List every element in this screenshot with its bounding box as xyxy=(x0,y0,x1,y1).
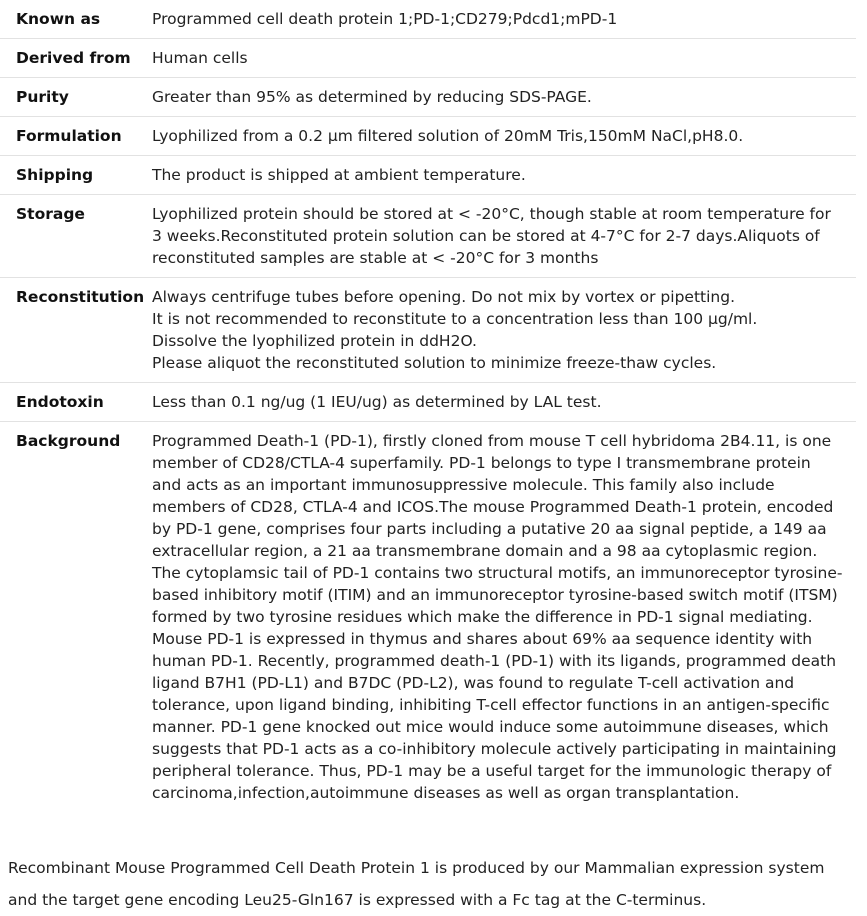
spec-value: The product is shipped at ambient temperature. xyxy=(152,166,526,184)
spec-row-derived-from xyxy=(0,39,856,78)
spec-label: Reconstitution xyxy=(16,288,145,306)
spec-row-reconstitution xyxy=(0,278,856,383)
spec-label: Derived from xyxy=(16,49,131,67)
spec-value: Programmed Death-1 (PD-1), firstly cloned from mouse T cell hybridoma 2B4.11, is one member of CD28/CTLA-4 superfamily. PD-1 belongs to type I transmembrane protein and acts as an important immunosuppressive molecule. This family also include members of CD28, CTLA-4 and ICOS.The mouse Programmed Death-1 protein, encoded by PD-1 gene, comprises four parts including a putative 20 aa signal peptide, a 149 aa extracellular region, a 21 aa transmembrane domain and a 98 aa cytoplasmic region. The cytoplamsic tail of PD-1 contains two structural motifs, an immunoreceptor tyrosine-based inhibitory motif (ITIM) and an immunoreceptor tyrosine-based switch motif (ITSM) formed by two tyrosine residues which make the difference in PD-1 signal mediating. Mouse PD-1 is expressed in thymus and shares about 69% aa sequence identity with human PD-1. Recently, programmed death-1 (PD-1) with its ligands, programmed death ligand B7H1 (PD-L1) and B7DC (PD-L2), was found to regulate T-cell activation and tolerance, upon ligand binding, inhibiting T-cell effector functions in an antigen-specific manner. PD-1 gene knocked out mice would induce some autoimmune diseases, which suggests that PD-1 acts as a co-inhibitory molecule actively participating in maintaining peripheral tolerance. Thus, PD-1 may be a useful target for the immunologic therapy of carcinoma,infection,autoimmune diseases as well as organ transplantation. xyxy=(152,432,843,802)
spec-label: Shipping xyxy=(16,166,94,184)
spec-row-endotoxin xyxy=(0,383,856,422)
spec-label: Storage xyxy=(16,205,85,223)
reconstitution-line: Dissolve the lyophilized protein in ddH2O. xyxy=(152,332,477,350)
spec-label: Purity xyxy=(16,88,69,106)
spec-value: Programmed cell death protein 1;PD-1;CD279;Pdcd1;mPD-1 xyxy=(152,10,618,28)
spec-value: Greater than 95% as determined by reducing SDS-PAGE. xyxy=(152,88,592,106)
reconstitution-line: It is not recommended to reconstitute to a concentration less than 100 μg/ml. xyxy=(152,310,758,328)
spec-label: Endotoxin xyxy=(16,393,104,411)
spec-value: Lyophilized from a 0.2 μm filtered solution of 20mM Tris,150mM NaCl,pH8.0. xyxy=(152,127,744,145)
reconstitution-line: Please aliquot the reconstituted solution to minimize freeze-thaw cycles. xyxy=(152,354,717,372)
spec-label: Known as xyxy=(16,10,101,28)
spec-row-storage xyxy=(0,195,856,278)
spec-value: Lyophilized protein should be stored at < -20°C, though stable at room temperature for 3 weeks.Reconstituted protein solution can be stored at 4-7°C for 2-7 days.Aliquots of reconstituted samples are stable at < -20°C for 3 months xyxy=(152,205,831,267)
spec-row-background xyxy=(0,422,856,813)
spec-label: Formulation xyxy=(16,127,122,145)
spec-row-known-as xyxy=(0,0,856,39)
spec-label: Background xyxy=(16,432,121,450)
spec-value: Less than 0.1 ng/ug (1 IEU/ug) as determined by LAL test. xyxy=(152,393,602,411)
spec-row-purity xyxy=(0,78,856,117)
spec-value xyxy=(152,278,856,383)
spec-value: Human cells xyxy=(152,49,248,67)
spec-row-formulation xyxy=(0,117,856,156)
reconstitution-line: Always centrifuge tubes before opening. Do not mix by vortex or pipetting. xyxy=(152,288,735,306)
spec-row-shipping xyxy=(0,156,856,195)
product-description: Recombinant Mouse Programmed Cell Death Protein 1 is produced by our Mammalian expression system and the target gene encoding Leu25-Gln167 is expressed with a Fc tag at the C-terminus. xyxy=(8,858,825,909)
